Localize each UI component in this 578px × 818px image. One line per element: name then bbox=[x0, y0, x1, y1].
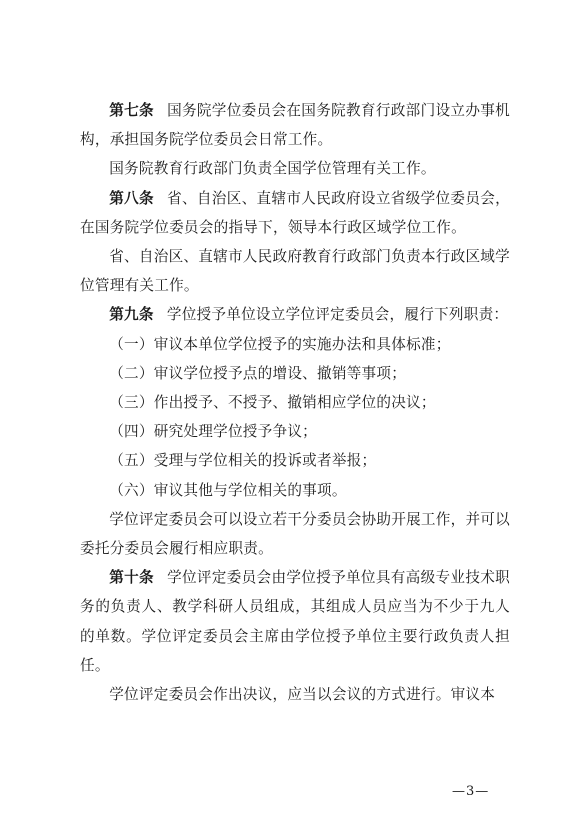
page-number: —3— bbox=[452, 784, 490, 799]
article-10-text: 学位评定委员会由学位授予单位具有高级专业技术职务的负责人、教学科研人员组成，其组成人员应当为不少于九人的单数。学位评定委员会主席由学位授予单位主要行政负责人担任。 bbox=[80, 569, 510, 674]
article-9-item-4: （四）研究处理学位授予争议； bbox=[109, 423, 318, 441]
document-body bbox=[80, 96, 510, 709]
article-7-paragraph bbox=[80, 96, 510, 154]
article-10-heading: 第十条 bbox=[109, 569, 154, 587]
article-9-item-6: （六）审议其他与学位相关的事项。 bbox=[109, 481, 347, 499]
article-10-paragraph bbox=[80, 563, 510, 680]
article-9-paragraph-2: 学位评定委员会可以设立若干分委员会协助开展工作，并可以委托分委员会履行相应职责。 bbox=[80, 510, 510, 558]
article-9-paragraph bbox=[80, 300, 510, 329]
article-9-item-2: （二）审议学位授予点的增设、撤销等事项； bbox=[109, 364, 407, 382]
article-9-item-5: （五）受理与学位相关的投诉或者举报； bbox=[109, 452, 377, 470]
article-7-text: 国务院学位委员会在国务院教育行政部门设立办事机构，承担国务院学位委员会日常工作。 bbox=[80, 102, 510, 149]
article-8-paragraph-2: 省、自治区、直辖市人民政府教育行政部门负责本行政区域学位管理有关工作。 bbox=[80, 248, 510, 295]
article-9-item-1: （一）审议本单位学位授予的实施办法和具体标准； bbox=[109, 335, 451, 353]
article-10-paragraph-2: 学位评定委员会作出决议，应当以会议的方式进行。审议本 bbox=[109, 686, 496, 704]
article-9-item-3: （三）作出授予、不授予、撤销相应学位的决议； bbox=[109, 394, 436, 412]
article-9-heading: 第九条 bbox=[109, 306, 154, 324]
article-7-paragraph-2: 国务院教育行政部门负责全国学位管理有关工作。 bbox=[109, 160, 436, 178]
article-8-heading: 第八条 bbox=[109, 189, 154, 207]
article-8-text: 省、自治区、直辖市人民政府设立省级学位委员会，在国务院学位委员会的指导下，领导本行政区域学位工作。 bbox=[80, 189, 510, 236]
article-8-paragraph bbox=[80, 184, 510, 242]
article-7-heading: 第七条 bbox=[109, 102, 154, 119]
article-9-text: 学位授予单位设立学位评定委员会，履行下列职责： bbox=[166, 306, 509, 324]
